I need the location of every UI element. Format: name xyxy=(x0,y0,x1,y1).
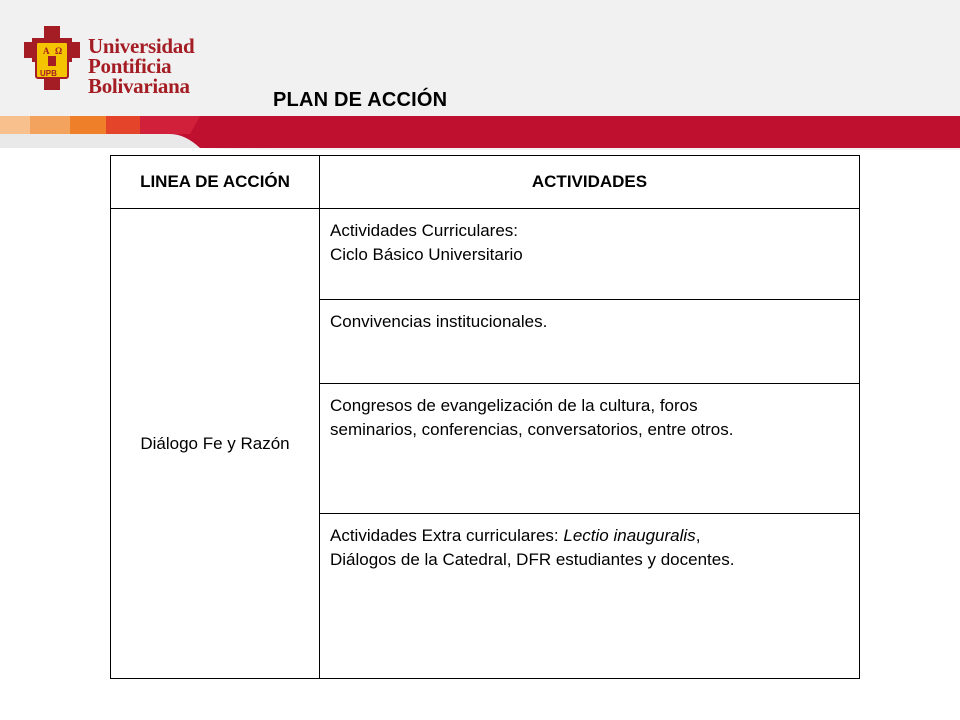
activity-line: Ciclo Básico Universitario xyxy=(330,245,523,264)
activity-line xyxy=(330,524,849,548)
activity-prefix: Actividades Extra curriculares: xyxy=(330,526,564,545)
logo-line-3: Bolivariana xyxy=(88,74,190,98)
table-header-row xyxy=(111,156,860,209)
logo-wordmark xyxy=(88,36,194,96)
activity-italic: Lectio inauguralis xyxy=(563,526,696,545)
activity-cell xyxy=(320,384,860,514)
university-logo xyxy=(22,24,202,96)
column-header-actividades: ACTIVIDADES xyxy=(320,156,860,209)
activity-line: Convivencias institucionales. xyxy=(330,312,548,331)
page-title: PLAN DE ACCIÓN xyxy=(273,89,448,111)
activity-cell xyxy=(320,300,860,384)
activity-line: Diálogos de la Catedral, DFR estudiantes y docentes. xyxy=(330,550,735,569)
alpha-letter: A xyxy=(43,46,50,56)
omega-letter: Ω xyxy=(55,46,63,56)
column-header-linea: LINEA DE ACCIÓN xyxy=(111,156,320,209)
activity-line: Actividades Curriculares: xyxy=(330,221,519,240)
activity-line: seminarios, conferencias, conversatorios, entre otros. xyxy=(330,420,734,439)
table-row xyxy=(111,209,860,300)
logo-line-1: Universidad xyxy=(88,34,195,58)
logo-line-2: Pontificia xyxy=(88,54,172,78)
action-plan-table xyxy=(110,155,860,679)
activity-line: Congresos de evangelización de la cultura, foros xyxy=(330,396,698,415)
activity-cell xyxy=(320,514,860,679)
decorative-stripe xyxy=(0,112,960,160)
activity-cell xyxy=(320,209,860,300)
upb-letters: UPB xyxy=(40,69,57,78)
linea-cell: Diálogo Fe y Razón xyxy=(111,209,320,679)
activity-suffix: , xyxy=(695,526,701,545)
upb-shield-icon xyxy=(22,24,82,96)
